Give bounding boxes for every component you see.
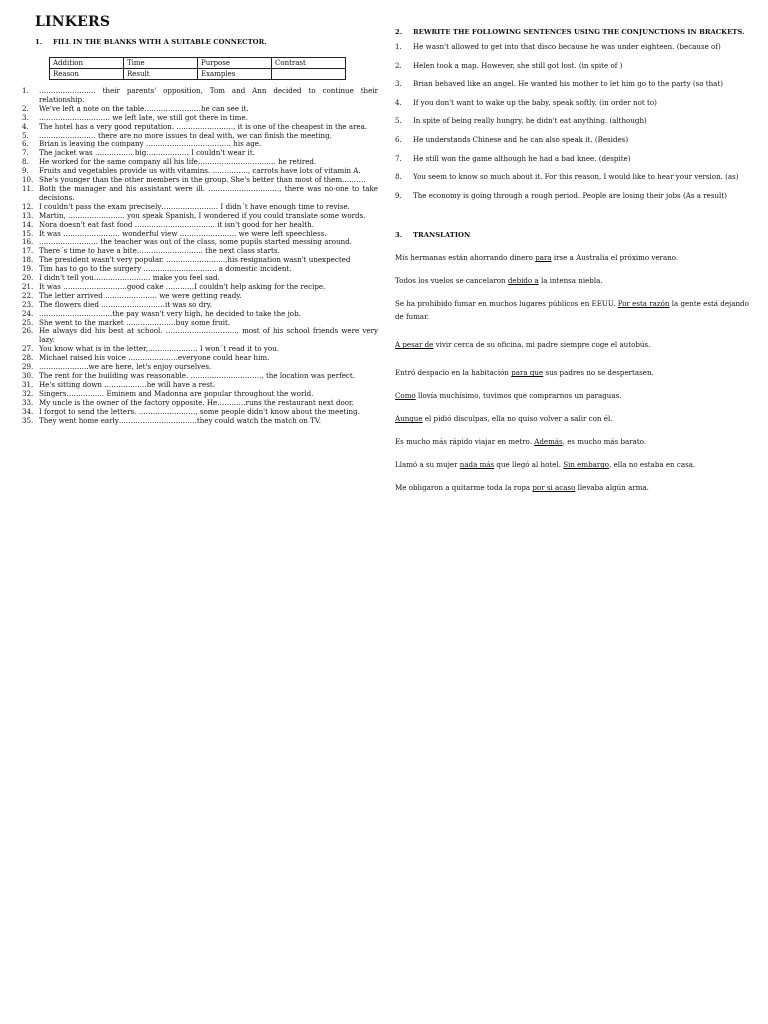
section3-heading-text: TRANSLATION [413, 231, 471, 240]
translation-text: el pidió disculpas, ella no quiso volver a salir con él. [422, 414, 613, 424]
connector-table-row [50, 58, 346, 69]
rewrite-item-text: Brian behaved like an angel. He wanted his mother to let him go to the party (so that) [413, 79, 724, 89]
translation-text: la gente está dejando de fumar. [395, 299, 749, 322]
fill-item-number: 26. [22, 326, 34, 336]
translation-text: Me obligaron a quitarme toda la ropa [395, 483, 533, 493]
page-title: LINKERS [35, 14, 111, 30]
translation-text: , es mucho más barato. [562, 437, 647, 447]
fill-item-text: My uncle is the owner of the factory opposite. He…………runs the restaurant next door. [39, 397, 354, 407]
fill-item-number: 32. [22, 388, 34, 398]
fill-item-number: 29. [22, 362, 34, 372]
rewrite-item-text: He wasn't allowed to get into that disco because he was under eighteen. (because of) [413, 42, 721, 51]
translation-text: sus padres no se despertasen. [543, 368, 654, 378]
fill-item-text: We've left a note on the table……………………he can see it. [39, 103, 249, 113]
translation-item [395, 251, 751, 264]
rewrite-item-text: He still won the game although he had a bad knee. (despite) [413, 153, 631, 163]
translation-item [395, 274, 751, 287]
fill-item-text: You know what is in the letter,………………… I won´t read it to you. [39, 344, 279, 354]
translation-item [395, 297, 751, 323]
fill-item-number: 9. [22, 166, 29, 176]
translation-connector: Como [395, 391, 416, 401]
fill-item-number: 22. [22, 290, 34, 300]
rewrite-item-text: If you don't want to wake up the baby, speak softly. (in order not to) [413, 97, 657, 107]
translation-text: Se ha prohibido fumar en muchos lugares públicos en EEUU. [395, 299, 618, 309]
translation-text: llevaba algún arma. [575, 483, 649, 493]
fill-item-text: …………………we are here, let's enjoy ourselves. [39, 362, 212, 372]
translation-text: Es mucho más rápido viajar en metro. [395, 437, 535, 447]
connector-cell: Examples [198, 69, 272, 80]
fill-item-text: There´s time to have a bite………………………. the next class starts. [39, 246, 280, 256]
fill-item-number: 2. [22, 103, 29, 113]
rewrite-item [395, 172, 751, 191]
fill-item-text: The jacket was ……………. big……………… I couldn't wear it. [39, 148, 255, 158]
translation-connector: por si acaso [532, 483, 576, 493]
rewrite-item [395, 98, 751, 117]
fill-item-text: She's younger than the other members in the group. She's better than most of them………. [39, 175, 366, 185]
connector-table [49, 57, 346, 80]
translation-connector: debido a [507, 276, 539, 286]
fill-item-text: He worked for the same company all his life…………………………… he retired. [39, 157, 317, 167]
section1-heading [35, 38, 378, 46]
translation-text: Llamó a su mujer [395, 460, 460, 470]
fill-item-text: I couldn't pass the exam precisely…………………… I didn´t have enough time to revise. [39, 201, 350, 211]
translation-connector: Sin embargo [563, 460, 610, 470]
fill-item-number: 1. [22, 86, 29, 95]
fill-item-text: The hotel has a very good reputation. ……………………, it is one of the cheapest in the area. [39, 121, 368, 131]
rewrite-item [395, 79, 751, 98]
rewrite-item [395, 116, 751, 135]
fill-item-text: The flowers died ………………………it was so dry. [39, 299, 212, 309]
fill-item-text: ……………………. the teacher was out of the class, some pupils started messing around. [39, 237, 353, 247]
connector-cell: Contrast [272, 58, 346, 69]
translation-item [395, 435, 751, 448]
fill-item-number: 34. [22, 406, 34, 416]
section2-heading-text: REWRITE THE FOLLOWING SENTENCES USING THE CONJUNCTIONS IN BRACKETS. [413, 28, 745, 36]
rewrite-item-number: 6. [395, 134, 402, 144]
translation-connector: Por esta razón [617, 299, 670, 309]
fill-item-number: 6. [22, 139, 29, 149]
fill-item-text: …………………… there are no more issues to deal with, we can finish the meeting. [39, 130, 332, 140]
rewrite-item-number: 2. [395, 60, 402, 70]
translation-text: Entró despacio en la habitación [395, 368, 512, 378]
rewrite-item-number: 4. [395, 97, 402, 107]
rewrite-item-number: 3. [395, 79, 402, 89]
fill-item-number: 3. [22, 112, 29, 122]
fill-item-text: It was …………………… wonderful view …………………… we were left speechless. [39, 228, 327, 238]
connector-cell: Addition [50, 58, 124, 69]
fill-item-text: The letter arrived …………………. we were getting ready. [39, 290, 242, 300]
translation-text: irse a Australia el próximo verano. [551, 253, 679, 263]
section1-heading-text: FILL IN THE BLANKS WITH A SUITABLE CONNECTOR. [53, 38, 267, 46]
rewrite-item [395, 135, 751, 154]
section2-heading [395, 28, 751, 36]
fill-item-number: 10. [22, 175, 34, 185]
rewrite-item [395, 42, 751, 61]
fill-item-number: 19. [22, 264, 34, 274]
right-column [395, 28, 751, 494]
fill-item-text: Singers……………. Eminem and Madonna are popular throughout the world. [39, 388, 314, 398]
fill-item-number: 18. [22, 255, 34, 265]
section3-heading [395, 231, 751, 239]
translation-connector: Aunque [395, 414, 423, 424]
fill-item-text: I didn't tell you…………………… make you feel sad. [39, 273, 220, 283]
left-column [22, 14, 378, 425]
translation-connector: para que [511, 368, 544, 378]
translation-item [395, 481, 751, 494]
fill-item-number: 13. [22, 210, 34, 220]
fill-item-text: ………………………….the pay wasn't very high, he decided to take the job. [39, 308, 301, 318]
translation-connector: A pesar de [395, 340, 434, 350]
fill-item-number: 5. [22, 130, 29, 140]
fill-item [22, 87, 378, 105]
translation-item [395, 389, 751, 402]
fill-item-text: ………………………… we left late, we still got there in time. [39, 112, 248, 122]
section1-number: 1. [35, 38, 43, 46]
rewrite-item-text: Helen took a map. However, she still got lost. (in spite of ) [413, 60, 623, 70]
fill-item-text: Nora doesn't eat fast food ……………………………. it isn't good for her health. [39, 219, 314, 229]
connector-table-row [50, 69, 346, 80]
fill-item-text: The president wasn't very popular. …………………….,his resignation wasn't unexpected [39, 255, 351, 265]
fill-item-text: He always did his best at school. …………………………, most of his school friends were very lazy. [39, 326, 378, 345]
translation-text: , ella no estaba en casa. [609, 460, 696, 470]
rewrite-item [395, 154, 751, 173]
fill-item-number: 33. [22, 397, 34, 407]
fill-item-number: 27. [22, 344, 34, 354]
fill-item-number: 12. [22, 201, 34, 211]
fill-item-text: Michael raised his voice …………………everyone could hear him. [39, 353, 270, 363]
fill-item-number: 25. [22, 317, 34, 327]
fill-item-number: 8. [22, 157, 29, 167]
fill-item [22, 185, 378, 203]
fill-item-number: 17. [22, 246, 34, 256]
rewrite-item-text: The economy is going through a rough period. People are losing their jobs (As a result) [413, 190, 727, 200]
fill-item-text: Both the manager and his assistant were ill. …………………………, there was no-one to take decisions. [39, 183, 378, 202]
fill-item-text: …………………… their parents' opposition, Tom and Ann decided to continue their relationship. [39, 86, 378, 104]
fill-item-text: The rent for the building was reasonable. …………………………, the location was perfect. [39, 371, 355, 380]
fill-item-text: He's sitting down ………………he will have a rest. [39, 379, 215, 389]
rewrite-item-text: You seem to know so much about it. For this reason, I would like to hear your version. (as) [413, 172, 739, 182]
connector-cell [272, 69, 346, 80]
fill-item-text: I forgot to send the letters. ……………………, some people didn't know about the meeting. [39, 406, 360, 416]
translation-text: vivir cerca de su oficina, mi padre siempre coge el autobús. [433, 340, 651, 350]
translation-item [395, 366, 751, 379]
fill-item-number: 21. [22, 281, 34, 291]
fill-item-number: 31. [22, 379, 34, 389]
fill-item-number: 24. [22, 308, 34, 318]
rewrite-item [395, 191, 751, 210]
translation-connector: nada más [459, 460, 495, 470]
fill-item-text: They went home early……………………………they could watch the match on TV. [39, 415, 321, 425]
fill-item-text: Brian is leaving the company ……………………………… his age. [39, 139, 262, 149]
connector-cell: Result [124, 69, 198, 80]
fill-item-text: Tim has to go to the surgery …………………………. a domestic incident. [39, 264, 292, 274]
connector-cell: Reason [50, 69, 124, 80]
rewrite-item-text: He understands Chinese and he can also speak it. (Besides) [413, 134, 629, 144]
fill-item [22, 327, 378, 345]
fill-item-number: 4. [22, 121, 29, 131]
translation-connector: Además [534, 437, 563, 447]
fill-item-number: 7. [22, 148, 29, 158]
fill-item-text: Martin, …………………… you speak Spanish, I wondered if you could translate some words. [39, 210, 366, 220]
fill-item-number: 11. [22, 183, 34, 193]
fill-item-number: 20. [22, 273, 34, 283]
fill-item-number: 35. [22, 415, 34, 425]
translation-item [395, 412, 751, 425]
fill-item-number: 30. [22, 371, 34, 380]
translation-list [395, 251, 751, 494]
rewrite-item-number: 7. [395, 153, 402, 163]
section2-number: 2. [395, 28, 403, 36]
translation-connector: para [535, 253, 552, 263]
fill-item-number: 23. [22, 299, 34, 309]
fill-item-number: 16. [22, 237, 34, 247]
translation-text: que llegó al hotel. [494, 460, 564, 470]
translation-item [395, 458, 751, 471]
fill-in-list [22, 87, 378, 425]
fill-item-number: 28. [22, 353, 34, 363]
fill-item [22, 417, 378, 426]
translation-text: llovía muchísimo, tuvimos que comprarnos un paraguas. [415, 391, 622, 401]
fill-item-text: It was ………………………good cake …………I couldn't help asking for the recipe. [39, 281, 326, 291]
fill-item-number: 15. [22, 228, 34, 238]
rewrite-item [395, 61, 751, 80]
rewrite-item-number: 9. [395, 190, 402, 200]
translation-text: la intensa niebla. [538, 276, 603, 286]
fill-item-text: Fruits and vegetables provide us with vitamins. ……………, carrots have lots of vitamin A. [39, 166, 361, 176]
rewrite-item-text: In spite of being really hungry, he didn't eat anything. (although) [413, 116, 647, 126]
rewrite-list [395, 42, 751, 209]
translation-text: Mis hermanas están ahorrando dinero [395, 253, 536, 263]
connector-cell: Time [124, 58, 198, 69]
translation-item [395, 338, 751, 351]
rewrite-item-number: 5. [395, 116, 402, 126]
section3-number: 3. [395, 231, 403, 240]
rewrite-item-number: 1. [395, 42, 402, 51]
fill-item-number: 14. [22, 219, 34, 229]
connector-cell: Purpose [198, 58, 272, 69]
translation-text: Todos los vuelos se cancelaron [395, 276, 508, 286]
fill-item-text: She went to the market …………………buy some fruit. [39, 317, 231, 327]
rewrite-item-number: 8. [395, 172, 402, 182]
